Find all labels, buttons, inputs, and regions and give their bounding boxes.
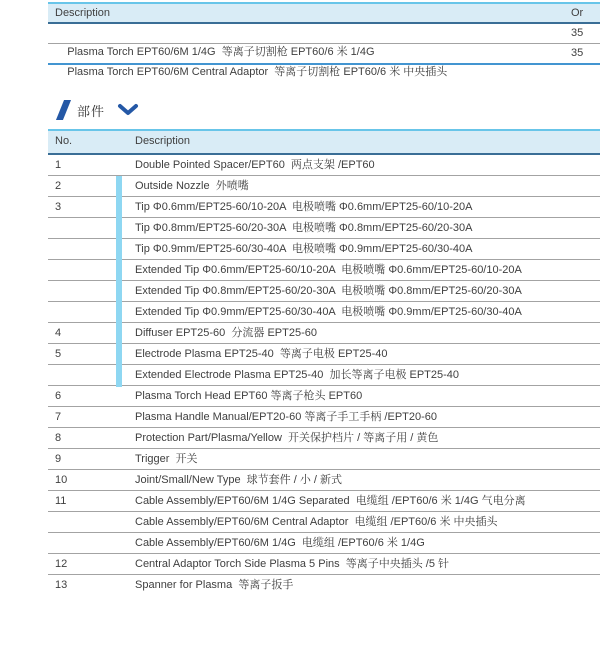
- row-number: 12: [55, 558, 68, 570]
- table-row: [48, 302, 600, 323]
- row-number: 10: [55, 474, 68, 486]
- table-row: [48, 491, 600, 512]
- row-number: 8: [55, 432, 62, 444]
- row-description: Extended Tip Φ0.6mm/EPT25-60/10-20A 电极喷嘴 Φ0.6mm/EPT25-60/10-20A: [135, 264, 522, 276]
- table-row: [48, 365, 600, 386]
- row-description: Plasma Torch Head EPT60 等离子枪头 EPT60: [135, 390, 363, 402]
- torch-table: [48, 2, 600, 78]
- parts-table: [48, 129, 600, 596]
- row-description: Cable Assembly/EPT60/6M 1/4G Separated 电缆组 /EPT60/6 米 1/4G 气电分离: [135, 495, 526, 507]
- row-number: 5: [55, 348, 62, 360]
- row-description: Tip Φ0.6mm/EPT25-60/10-20A 电极喷嘴 Φ0.6mm/EPT25-60/10-20A: [135, 201, 473, 213]
- row-number: 11: [55, 495, 67, 507]
- row-description: Spanner for Plasma 等离子扳手: [135, 579, 294, 591]
- parts-table-header: [48, 131, 600, 155]
- row-description: Joint/Small/New Type 球节套件 / 小 / 新式: [135, 474, 343, 486]
- row-description: Extended Tip Φ0.9mm/EPT25-60/30-40A 电极喷嘴 Φ0.9mm/EPT25-60/30-40A: [135, 306, 522, 318]
- row-number: 13: [55, 579, 68, 591]
- chevron-down-icon[interactable]: [117, 104, 139, 116]
- row-description: Extended Tip Φ0.8mm/EPT25-60/20-30A 电极喷嘴 Φ0.8mm/EPT25-60/20-30A: [135, 285, 522, 297]
- row-description: Double Pointed Spacer/EPT60 两点支架 /EPT60: [135, 159, 375, 171]
- table-row: [48, 176, 600, 197]
- row-number: 3: [55, 201, 62, 213]
- table-row: [48, 323, 600, 344]
- table-row: [48, 575, 600, 596]
- group-highlight-bar: [116, 176, 122, 387]
- row-description: Protection Part/Plasma/Yellow 开关保护档片 / 等离子用 / 黄色: [135, 432, 439, 444]
- parts-section-header: [56, 97, 139, 123]
- blue-slash-icon: [56, 100, 71, 120]
- table-row: [48, 470, 600, 491]
- table-row: [48, 512, 600, 533]
- row-number: 7: [55, 411, 62, 423]
- row-description: Plasma Torch EPT60/6M 1/4G 等离子切割枪 EPT60/6 米 1/4G: [67, 46, 375, 58]
- row-order-value: 35: [571, 27, 584, 39]
- table-row: [48, 386, 600, 407]
- table-row: [48, 24, 600, 58]
- table-row: [48, 281, 600, 302]
- row-description: Diffuser EPT25-60 分流器 EPT25-60: [135, 327, 317, 339]
- torch-header-description: Description: [55, 7, 111, 19]
- parts-header-no: No.: [55, 135, 73, 147]
- table-row: [48, 449, 600, 470]
- torch-table-header: [48, 4, 600, 24]
- row-number: 1: [55, 159, 62, 171]
- row-description: Central Adaptor Torch Side Plasma 5 Pins 等离子中央插头 /5 针: [135, 558, 450, 570]
- torch-table-body: [48, 24, 600, 78]
- torch-header-order: Or: [571, 7, 584, 19]
- table-row: [48, 197, 600, 218]
- table-row: [48, 428, 600, 449]
- section-title: 部件: [77, 103, 106, 119]
- table-row: [48, 155, 600, 176]
- parts-table-body: [48, 155, 600, 596]
- table-row: [48, 533, 600, 554]
- row-description: Trigger 开关: [135, 453, 198, 465]
- row-description: Cable Assembly/EPT60/6M Central Adaptor 电缆组 /EPT60/6 米 中央插头: [135, 516, 498, 528]
- row-description: Plasma Torch EPT60/6M Central Adaptor 等离子切割枪 EPT60/6 米 中央插头: [67, 66, 448, 78]
- row-description: Electrode Plasma EPT25-40 等离子电极 EPT25-40: [135, 348, 388, 360]
- row-description: Extended Electrode Plasma EPT25-40 加长等离子电极 EPT25-40: [135, 369, 460, 381]
- row-number: 2: [55, 180, 62, 192]
- table-row: [48, 218, 600, 239]
- row-number: 4: [55, 327, 62, 339]
- table-row: [48, 344, 600, 365]
- row-description: Tip Φ0.9mm/EPT25-60/30-40A 电极喷嘴 Φ0.9mm/EPT25-60/30-40A: [135, 243, 473, 255]
- row-order-value: 35: [571, 47, 584, 59]
- row-number: 9: [55, 453, 62, 465]
- row-description: Outside Nozzle 外喷嘴: [135, 180, 249, 192]
- row-description: Tip Φ0.8mm/EPT25-60/20-30A 电极喷嘴 Φ0.8mm/EPT25-60/20-30A: [135, 222, 473, 234]
- row-description: Cable Assembly/EPT60/6M 1/4G 电缆组 /EPT60/6 米 1/4G: [135, 537, 425, 549]
- row-number: 6: [55, 390, 62, 402]
- parts-header-description: Description: [135, 135, 191, 147]
- table-row: [48, 260, 600, 281]
- table-row: [48, 44, 600, 78]
- table-row: [48, 407, 600, 428]
- table-row: [48, 554, 600, 575]
- row-description: Plasma Handle Manual/EPT20-60 等离子手工手柄 /EPT20-60: [135, 411, 438, 423]
- table-row: [48, 239, 600, 260]
